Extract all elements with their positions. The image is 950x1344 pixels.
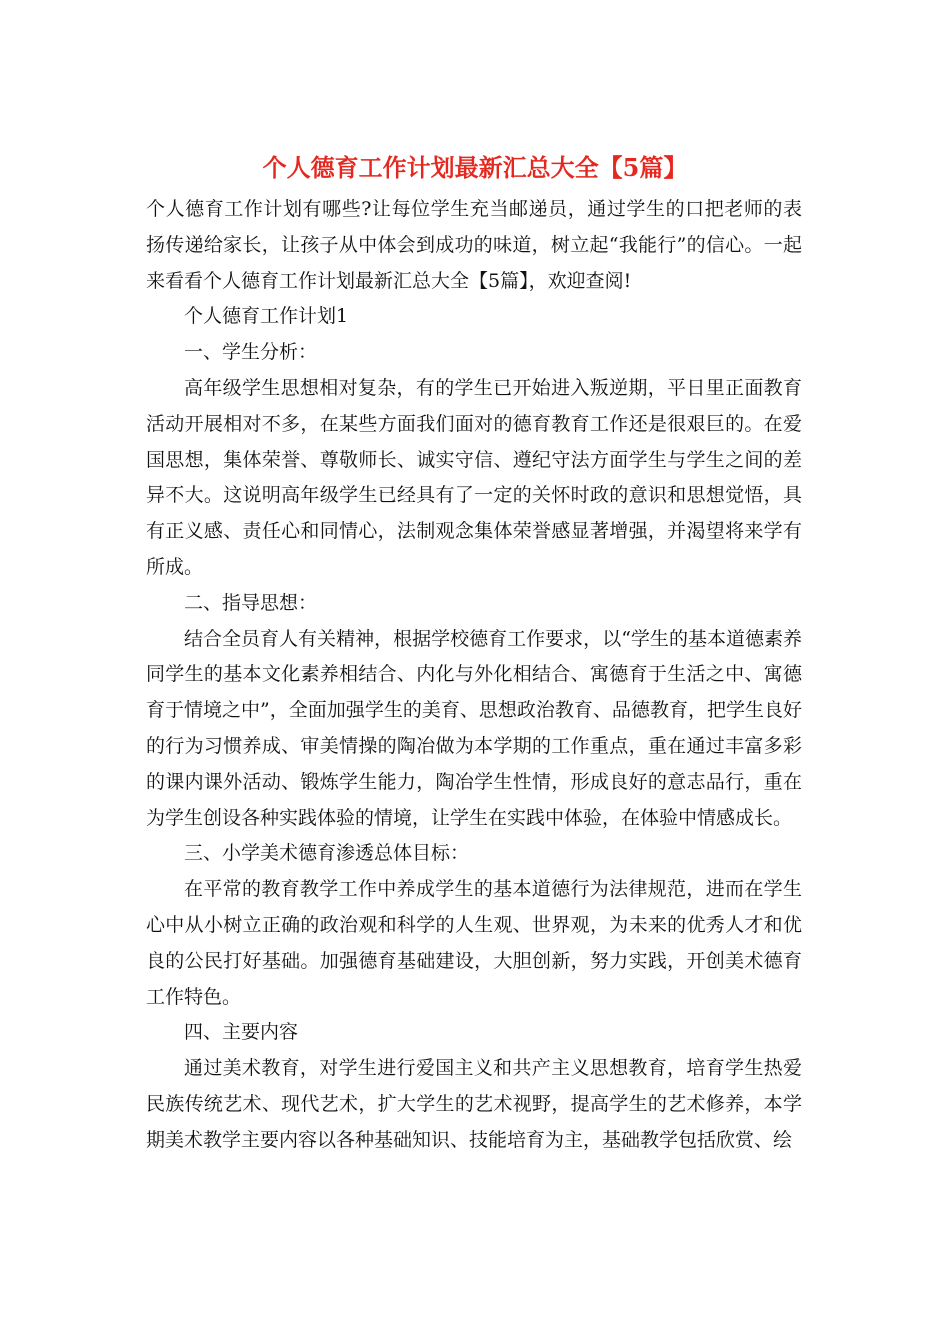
heading-guiding-ideology: 二、指导思想：	[184, 591, 318, 614]
document-body	[146, 192, 802, 1159]
paragraph-overall-goals: 在平常的教育教学工作中养成学生的基本道德行为法律规范，进而在学生心中从小树立正确的政治观和科学的人生观、世界观，为未来的优秀人才和优良的公民打好基础。加强德育基础建设，大胆创新，努力实践，开创美术德育工作特色。	[146, 878, 802, 1008]
intro-paragraph: 个人德育工作计划有哪些?让每位学生充当邮递员，通过学生的口把老师的表扬传递给家长，让孩子从中体会到成功的味道，树立起“我能行”的信心。一起来看看个人德育工作计划最新汇总大全【5篇】，欢迎查阅!	[146, 198, 802, 292]
paragraph-guiding-ideology: 结合全员育人有关精神，根据学校德育工作要求，以“学生的基本道德素养同学生的基本文化素养相结合、内化与外化相结合、寓德育于生活之中、寓德育于情境之中”，全面加强学生的美育、思想政治教育、品德教育，把学生良好的行为习惯养成、审美情操的陶冶做为本学期的工作重点，重在通过丰富多彩的课内课外活动、锻炼学生能力，陶冶学生性情，形成良好的意志品行，重在为学生创设各种实践体验的情境，让学生在实践中体验，在体验中情感成长。	[146, 627, 802, 829]
heading-main-content: 四、主要内容	[184, 1021, 299, 1044]
document-title: 个人德育工作计划最新汇总大全【5篇】	[262, 153, 688, 182]
heading-overall-goals: 三、小学美术德育渗透总体目标：	[184, 842, 470, 865]
paragraph-main-content: 通过美术教育，对学生进行爱国主义和共产主义思想教育，培育学生热爱民族传统艺术、现代艺术，扩大学生的艺术视野，提高学生的艺术修养，本学期美术教学主要内容以各种基础知识、技能培育为主，基础教学包括欣赏、绘	[146, 1057, 802, 1151]
paragraph-student-analysis: 高年级学生思想相对复杂，有的学生已开始进入叛逆期，平日里正面教育活动开展相对不多，在某些方面我们面对的德育教育工作还是很艰巨的。在爱国思想，集体荣誉、尊敬师长、诚实守信、遵纪守法方面学生与学生之间的差异不大。这说明高年级学生已经具有了一定的关怀时政的意识和思想觉悟，具有正义感、责任心和同情心，法制观念集体荣誉感显著增强，并渴望将来学有所成。	[146, 376, 802, 578]
section-title: 个人德育工作计划1	[184, 305, 349, 328]
heading-student-analysis: 一、学生分析：	[184, 341, 318, 364]
